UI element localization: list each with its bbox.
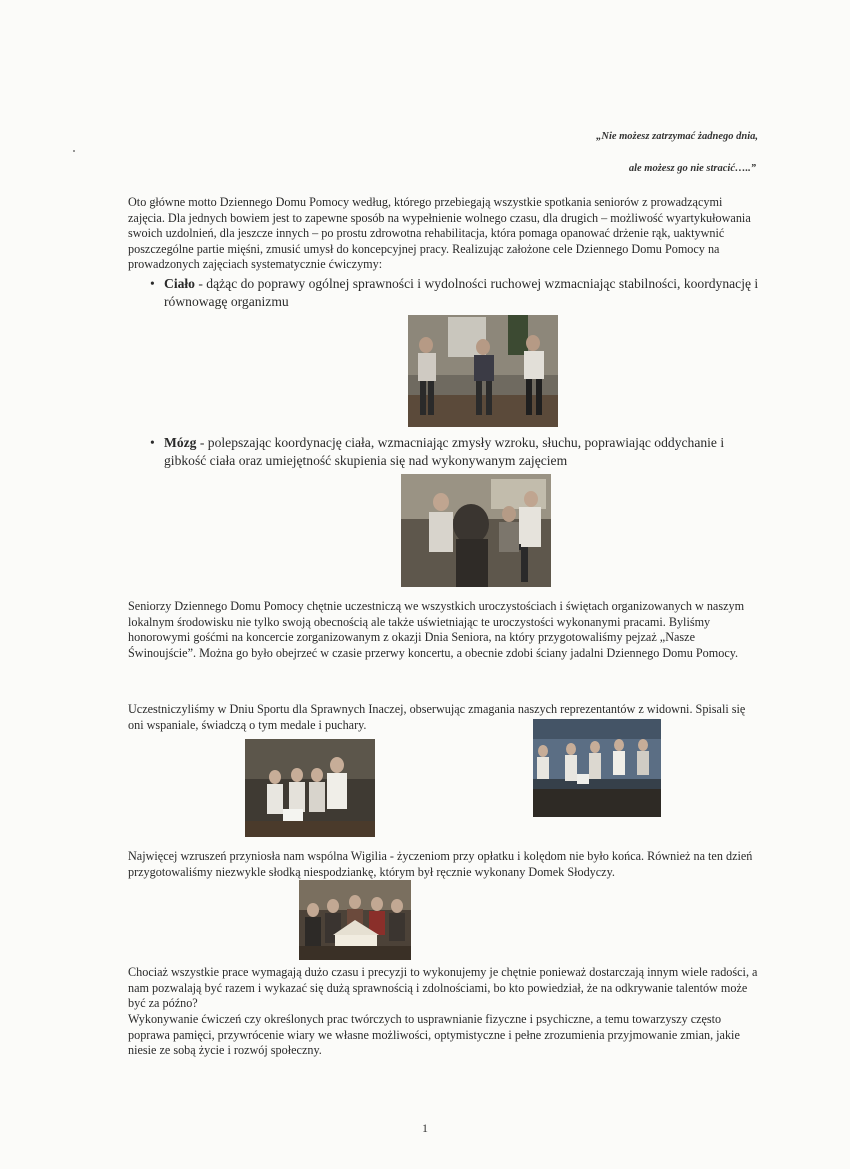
- bullet-text: - dążąc do poprawy ogólnej sprawności i wydolności ruchowej wzmacniając stabilności, koordynację i równowagę organizmu: [164, 276, 759, 309]
- motto-line-1: „Nie możesz zatrzymać żadnego dnia,: [596, 131, 758, 142]
- closing-paragraph-2: Wykonywanie ćwiczeń czy określonych prac twórczych to usprawnianie fizyczne i psychiczne, a temu towarzyszy często poprawa pamięci, przywrócenie wiary we własne możliwości, optymistyczne i pełne zrozumienia przyjmowanie zmian, jakie niesie ze sobą życie i rozwój społeczny.: [128, 1012, 740, 1058]
- photo-sports-day-audience: [533, 719, 661, 817]
- photo-coordination-exercise: [401, 474, 551, 587]
- motto-line-2: ale możesz go nie stracić…..”: [628, 163, 756, 174]
- bullet-dot: •: [150, 276, 155, 291]
- scan-speck: [73, 150, 75, 152]
- bullet-text: - polepszając koordynację ciała, wzmacniając zmysły wzroku, słuchu, poprawiając oddychanie i gibkość ciała oraz umiejętność skupienia się nad wykonywanym zajęciem: [164, 435, 725, 468]
- bullet-term: Mózg: [164, 435, 197, 450]
- photo-sports-day-medals: [245, 739, 375, 837]
- sports-day-paragraph: Uczestniczyliśmy w Dniu Sportu dla Sprawnych Inaczej, obserwując zmagania naszych reprezentantów z widowni. Spisali się oni wspaniale, świadczą o tym medale i puchary.: [128, 702, 746, 732]
- photo-christmas-eve-gathering: [299, 880, 411, 960]
- bullet-dot: •: [150, 435, 155, 450]
- celebrations-paragraph: Seniorzy Dziennego Domu Pomocy chętnie uczestniczą we wszystkich uroczystościach i świętach organizowanych w naszym lokalnym środowisku nie tylko swoją obecnością ale także uświetniając te uroczystości wykonanymi pracami. Byliśmy honorowymi gośćmi na koncercie zorganizowanym z okazji Dnia Seniora, na który przygotowaliśmy pejzaż „Nasze Świnoujście”. Można go było obejrzeć w czasie przerwy koncertu, a obecnie zdobi ściany jadalni Dziennego Domu Pomocy.: [128, 599, 745, 660]
- christmas-eve-paragraph: Najwięcej wzruszeń przyniosła nam wspólna Wigilia - życzeniom przy opłatku i kolędom nie było końca. Również na ten dzień przygotowaliśmy niezwykle słodką niespodziankę, którym był ręcznie wykonany Domek Słodyczy.: [128, 849, 753, 879]
- page-number: 1: [422, 1121, 428, 1135]
- intro-paragraph: Oto główne motto Dziennego Domu Pomocy według, którego przebiegają wszystkie spotkania seniorów z prowadzącymi zajęcia. Dla jednych bowiem jest to zapewne sposób na wypełnienie wolnego czasu, dla drugich – możliwość wyartykułowania swoich uzdolnień, dla jeszcze innych – po prostu zdrowotna rehabilitacja, która pomaga opanować drżenie rąk, uaktywnić poszczególne partie mięśni, zmusić umysł do koncepcyjnej pracy. Realizując założone cele Dziennego Domu Pomocy na prowadzonych zajęciach systematycznie ćwiczymy:: [128, 195, 751, 272]
- bullet-term: Ciało: [164, 276, 195, 291]
- closing-paragraph-1: Chociaż wszystkie prace wymagają dużo czasu i precyzji to wykonujemy je chętnie ponieważ dostarczają innym wiele radości, a nam pozwalają być razem i wykazać się dużą sprawnością i zdolnościami, bo kto powiedział, że na odkrywanie talentów może być za późno?: [128, 965, 758, 1011]
- photo-exercise-class: [408, 315, 558, 427]
